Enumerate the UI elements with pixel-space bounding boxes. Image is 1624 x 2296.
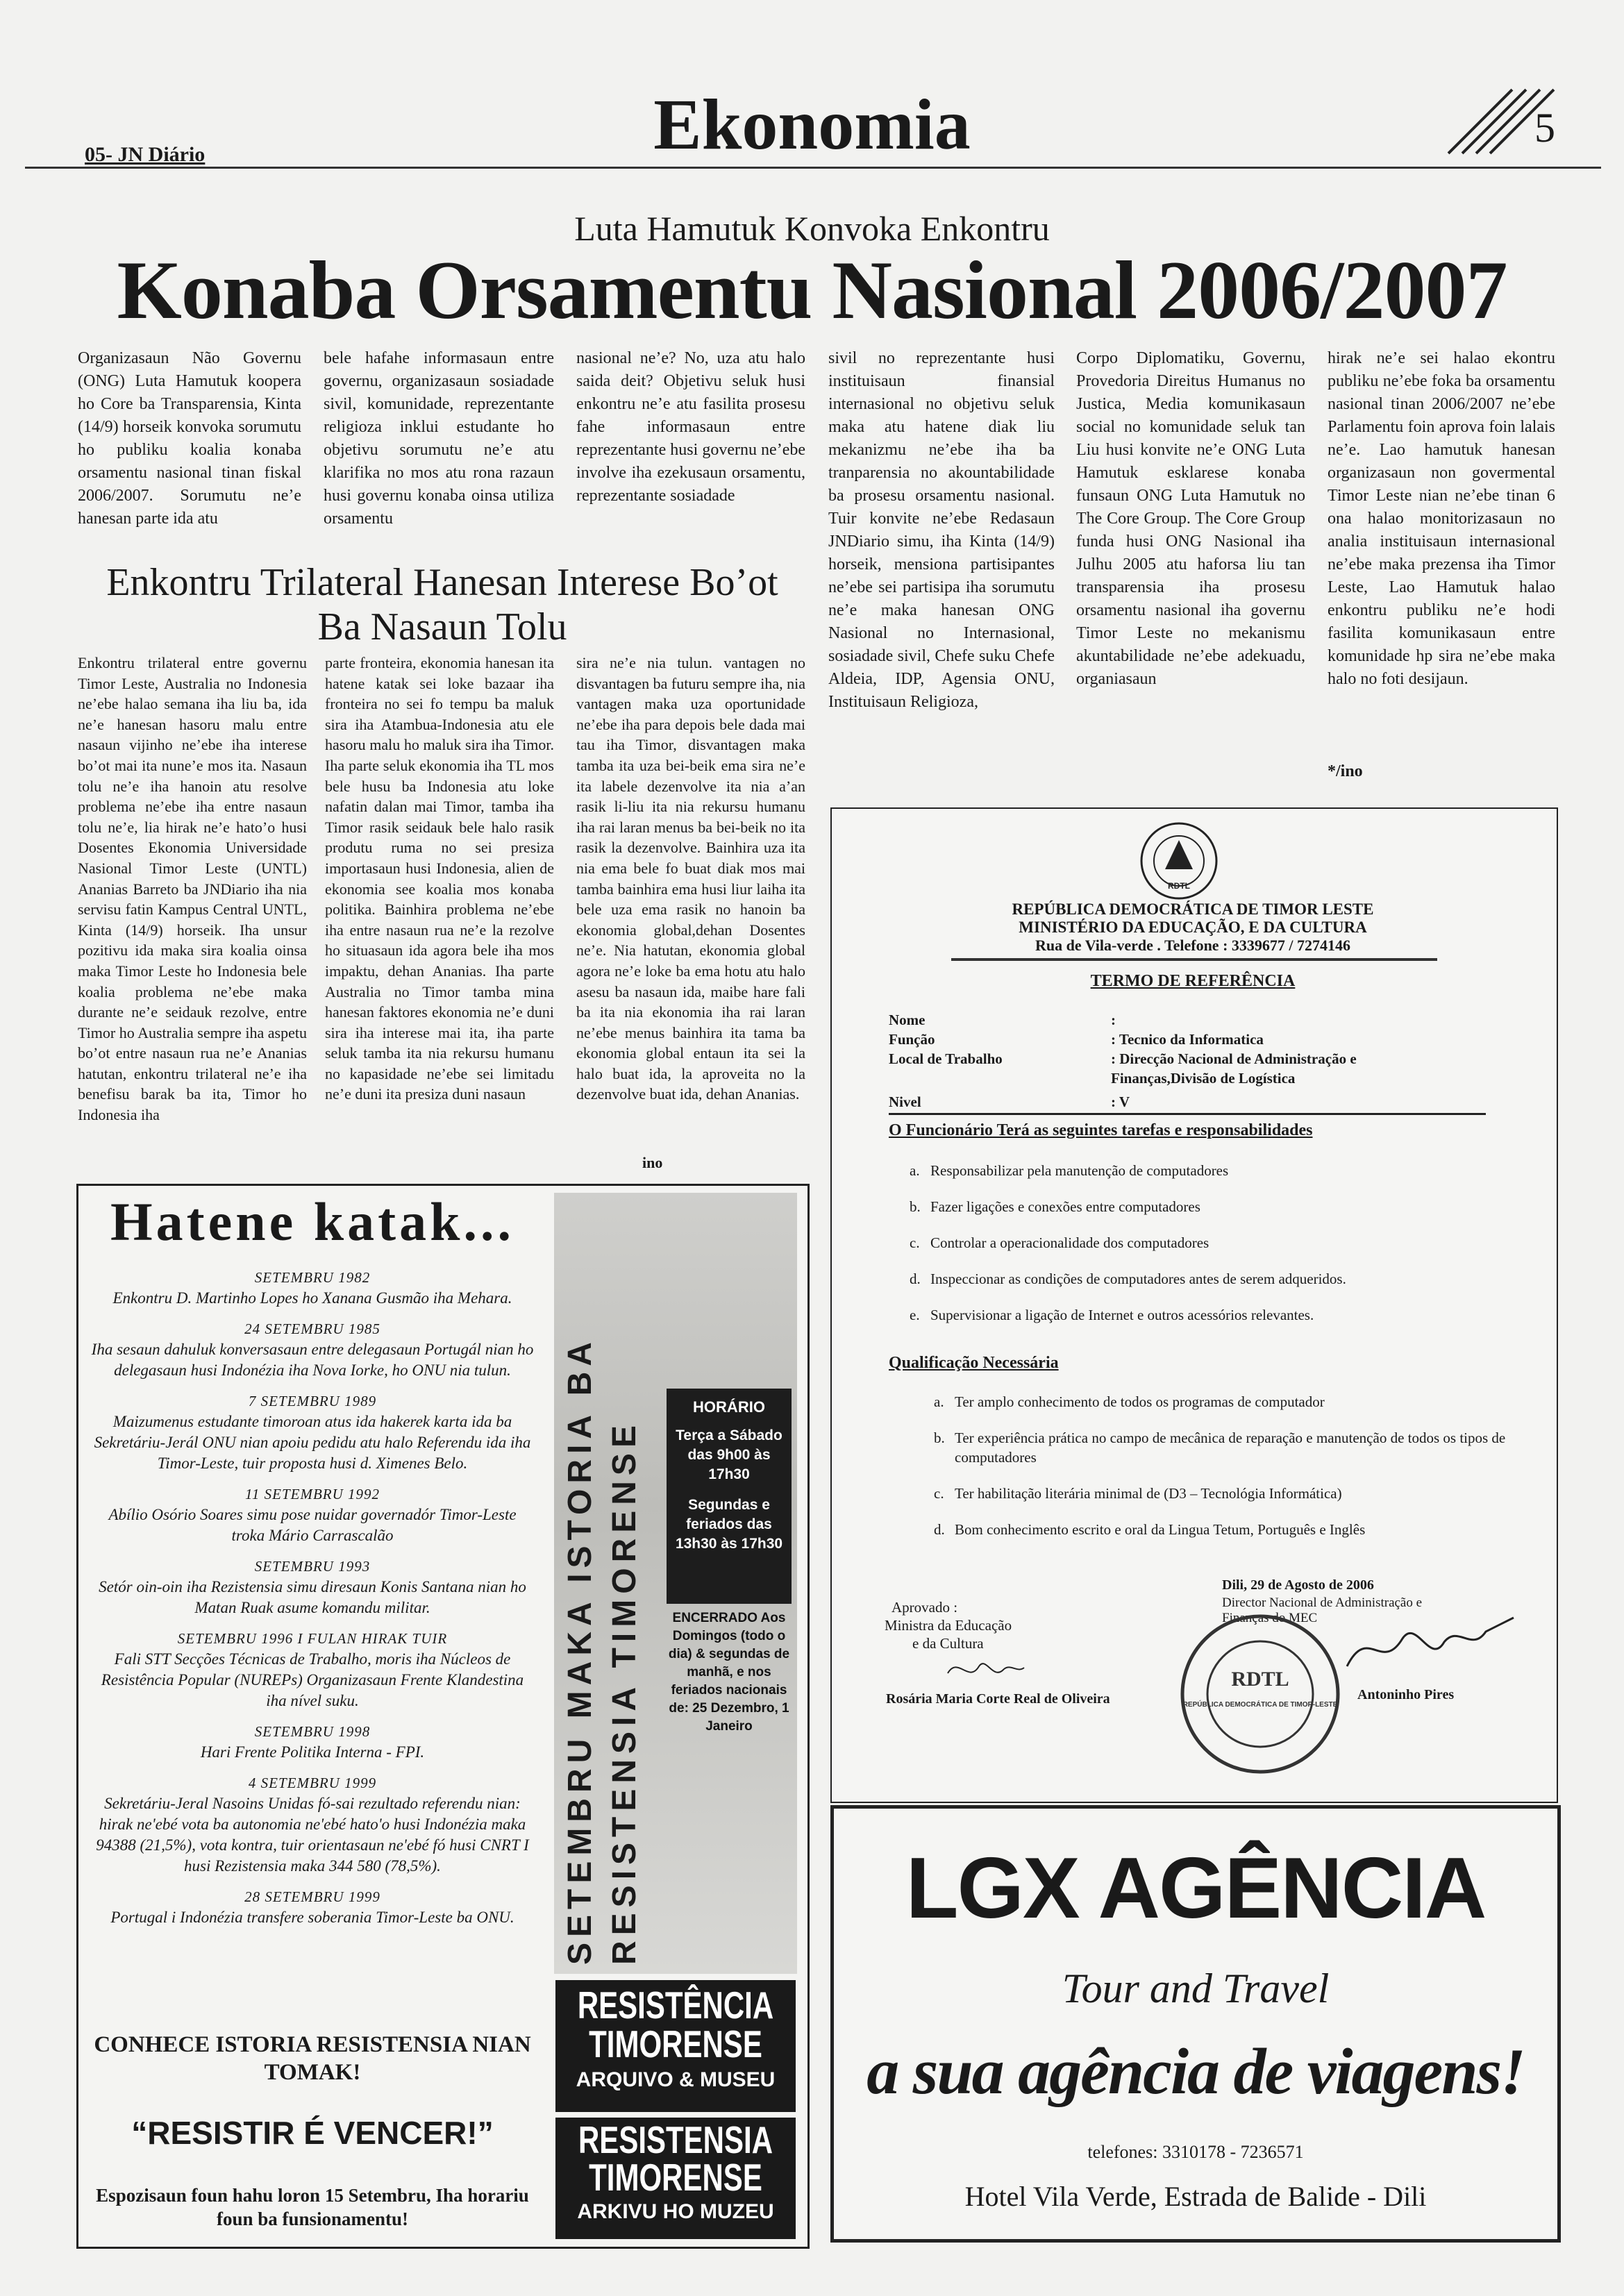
lgx-tagline-tour: Tour and Travel bbox=[1062, 1966, 1330, 2011]
qualification-item: c. Ter habilitação literária minimal de (D3 – Tecnológia Informática) bbox=[934, 1485, 1342, 1502]
article1-col2: bele hafahe informasaun entre governu, organizasaun sosiadade sivil, komunidade, reprezentante religioza inklui estudante ho objetivu sorumutu ne’e atu klarifika no mos atu rona razaun husi governu konaba oinsa utiliza orsamentu bbox=[324, 349, 554, 528]
article1-headline: Konaba Orsamentu Nasional 2006/2007 bbox=[117, 244, 1507, 336]
resistir-slogan: “RESISTIR É VENCER!” bbox=[131, 2115, 494, 2151]
document-date: Dili, 29 de Agosto de 2006 bbox=[1222, 1577, 1374, 1593]
termo-fields bbox=[889, 1010, 1486, 1115]
qualification-item: b. Ter experiência prática no campo de mecânica de reparação e manutenção de todos os tipos de computadores bbox=[934, 1430, 1506, 1466]
termo-title: TERMO DE REFERÊNCIA bbox=[1090, 972, 1296, 990]
ministry-address: Rua de Vila-verde . Telefone : 3339677 / 7274146 bbox=[1035, 937, 1351, 954]
article2-col1: Enkontru trilateral entre governu Timor Leste, Australia no Indonesia ne’ebe halao semana iha liu ba, ida ne’e hanesan hasoru malu entre nasaun vijinho ne’ebe iha interese bo’ot mai ita nune’e mos ita. Nasaun tolu ne’e iha hanoin atu resolve problema ne’ebe iha entre nasaun tolu ne’e, lia hirak ne’e hato’o husi Dosentes Ekonomia Universidade Nasional Timor Leste (UNTL) Ananias Barreto ba JNDiario iha nia servisu fatin Kampus Central UNTL, Kinta (14/9) horseik. Iha unsur pozitivu ida maka sira koalia oinsa maka Timor Leste ho Indonesia bele koalia problema ne’ebe maka durante ne’e seidauk rezolve, entre Timor ho Australia sempre iha aspetu bo’ot entre nasaun rua ne’e Ananias hatutan, enkontru trilateral ne’e iha benefisu barak ba ita, Timor ho Indonesia iha bbox=[78, 654, 307, 1124]
article1-col3: nasional ne’e? No, uza atu halo saida deit? Objetivu seluk husi enkontru ne’e atu fasilita prosesu fahe informasaun entre reprezentante husi governu ne’ebe involve iha ezekusaun orsamentu, reprezentante sosiadade bbox=[576, 349, 805, 505]
letterhead-rule bbox=[951, 958, 1437, 961]
lgx-address: Hotel Vila Verde, Estrada de Balide - Dili bbox=[964, 2181, 1427, 2212]
field-nivel: Nivel : V bbox=[889, 1092, 1486, 1115]
qualification-item: d. Bom conhecimento escrito e oral da Lingua Tetum, Português e Inglês bbox=[934, 1521, 1366, 1538]
approval-block: Aprovado : Ministra da Educação e da Cultura bbox=[885, 1599, 1012, 1652]
horario-title: HORÁRIO bbox=[693, 1398, 765, 1416]
article1-col6: hirak ne’e sei halao ekontru publiku ne’ebe foka ba orsamentu nasional tinan 2006/2007 ne’ebe Parlamentu foin aprova foin lalais ne’e. Lao hamutuk hanesan organizasaun non govermental Timor Leste nian ne’ebe tinan 6 ona halao monitorizasaun no analia instituisaun internasional ne’ebe maka prezensa iha Timor Leste, Lao Hamutuk halao enkontru publiku ne’e hodi fasilita komunikasaun entre komunidade hp sira ne’ebe maka halo no foti desijaun. bbox=[1328, 349, 1555, 688]
hatene-timeline bbox=[90, 1267, 535, 1938]
issue-label: 05- JN Diário bbox=[85, 143, 206, 166]
minister-name: Rosária Maria Corte Real de Oliveira bbox=[886, 1691, 1110, 1707]
qualification-title: Qualificação Necessária bbox=[889, 1354, 1059, 1372]
timeline-entry: SETEMBRU 1998 Hari Frente Politika Interna - FPI. bbox=[200, 1723, 425, 1761]
ministry-name: MINISTÉRIO DA EDUCAÇÃO, E DA CULTURA bbox=[1019, 919, 1367, 936]
tasks-title: O Funcionário Terá as seguintes tarefas e responsabilidades bbox=[889, 1121, 1313, 1139]
page-number: 5 bbox=[1534, 105, 1555, 151]
article1-signature: */ino bbox=[1328, 762, 1363, 780]
director-signature bbox=[1340, 1611, 1521, 1687]
timeline-entry: 4 SETEMBRU 1999 Sekretáriu-Jeral Nasoins Unidas fó-sai rezultado referendu nian: hirak ne'ebé vota ba autonomia ne'ebé hato'o husi Indonézia maka 94388 (21,5%), vota kontra, tuir orientasaun ne'ebé fó husi CNRT I husi Rezistensia maka 344 580 (78,5%). bbox=[96, 1775, 529, 1875]
timeline-entry: 28 SETEMBRU 1999 Portugal i Indonézia transfere soberania Timor-Leste ba ONU. bbox=[110, 1888, 514, 1926]
exposition-note: Espozisaun foun hahu loron 15 Setembru, Iha horariu foun ba funsionamentu! bbox=[96, 2185, 529, 2229]
svg-text:RDTL: RDTL bbox=[1168, 881, 1190, 891]
museum-logo-portuguese: RESISTÊNCIA TIMORENSE ARQUIVO & MUSEU bbox=[555, 1980, 796, 2112]
timeline-entry: SETEMBRU 1993 Setór oin-oin iha Rezistensia simu diresaun Konis Santana nian ho Matan Ruak asume komandu militar. bbox=[99, 1558, 526, 1616]
rdtl-seal-icon bbox=[1130, 819, 1228, 903]
field-nome: Nome : bbox=[889, 1012, 1116, 1028]
article1-col4: sivil no reprezentante husi instituisaun finansial internasional no objetivu seluk maka atu hatene diak liu mekanizmu ne’ebe iha ba tranparensia no akountabilidade ba prosesu orsamentu nasional. Tuir konvite ne’ebe Redasaun JNDiario simu, iha Kinta (14/9) horseik, mensiona partisipantes ne’ebe sei partisipa iha sorumutu ne’e maka hanesan ONG Nasional no Internasional, sosiadade sivil, Chefe suku Chefe Aldeia, IDP, Agensia ONU, Instituisaun Religioza, bbox=[828, 349, 1055, 711]
tasks-list bbox=[910, 1161, 1521, 1341]
article2-col2: parte fronteira, ekonomia hanesan ita hatene katak sei loke bazaar iha fronteira no sei fo tempu ba maluk sira iha Atambua-Indonesia atu ele hasoru malu ho maluk sira iha Timor. Iha parte seluk ekonomia iha TL mos bele husu ba Indonesia atu loke nafatin dalan mai Timor, tamba iha Timor rasik seidauk bele halo rasik produtu ruma no sei presiza importasaun husi Indonesia, alien de ekonomia see koalia mos konaba politika. Bainhira problema ne’ebe iha entre nasaun rua ne’e la rezolve ho situasaun ida agora bele iha mos impaktu, dehan Ananias. Iha parte Australia no Timor tamba mina hanesan faktores ekonomia ne’e duni sira iha interese mai ita, iha parte seluk tamba ita nia rekursu humanu no kapasidade ne’ebe sei limitadu ne’e duni ita presiza duni nasaun bbox=[325, 654, 554, 1103]
article1-kicker: Luta Hamutuk Konvoka Enkontru bbox=[574, 209, 1050, 248]
header-rule bbox=[25, 167, 1601, 169]
article2-col3: sira ne’e nia tulun. vantagen no disvantagen ba futuru sempre iha, nia vantagen maka uza oportunidade ne’ebe iha para depois bele dada mai tau iha Timor, disvantagen maka tamba ita uza bei-beik ema sira ne’e ita labele dezenvolve ita nia a’an rasik li-liu ita nia rekursu humanu iha rai laran menus ba bei-beik no ita rasik la dezenvolve. Bainhira uza ita nia ema bele fo buat diak mos mai tamba bainhira ema husi liur laiha ita bele uza ema rasik no hanoin ba ekonomia global,dehan Dosentes ne’e. Nia hatutan, ekonomia global agora ne’e loke ba ema hotu atu halo asesu ba nasaun ida, maibe hare fali ba ita nia ekonomia iha rai laran ne’ebe menus bainhira ita tama ba ekonomia global entaun ita sei la halo buat ida, la aproveita no la dezenvolve buat ida, dehan Ananias. bbox=[576, 654, 805, 1103]
timeline-entry: 24 SETEMBRU 1985 Iha sesaun dahuluk konversasaun entre delegasaun Portugál nian ho delegasaun husi Indonézia iha Nova Iorke, ho ONU nia tulun. bbox=[91, 1321, 534, 1379]
poster-vertical-title-1: SETEMBRU MAKA ISTORIA BA bbox=[562, 1336, 598, 1965]
article2-headline-line2: Ba Nasaun Tolu bbox=[317, 605, 567, 648]
field-funcao: Função : Tecnico da Informatica bbox=[889, 1031, 1264, 1048]
article2-headline-line1: Enkontru Trilateral Hanesan Interese Bo’ot bbox=[106, 561, 778, 604]
task-item: a. Responsabilizar pela manutenção de computadores bbox=[910, 1162, 1229, 1179]
lgx-phone: telefones: 3310178 - 7236571 bbox=[1087, 2142, 1304, 2162]
director-name: Antoninho Pires bbox=[1357, 1687, 1455, 1702]
horario-weekdays: Terça a Sábado das 9h00 às 17h30 bbox=[676, 1427, 782, 1482]
director-title: Director Nacional de Administração e Finanças do MEC bbox=[1222, 1595, 1423, 1625]
horario-mondays: Segundas e feriados das 13h30 às 17h30 bbox=[675, 1497, 783, 1552]
poster-vertical-title-2: RESISTENSIA TIMORENSE bbox=[606, 1420, 643, 1965]
section-title: Ekonomia bbox=[653, 85, 971, 165]
timeline-entry: 11 SETEMBRU 1992 Abílio Osório Soares simu pose nuidar governadór Timor-Leste troka Mário Carrascalão bbox=[108, 1486, 517, 1544]
field-local: Local de Trabalho : Direcção Nacional de Administração e Finanças,Divisão de Logística bbox=[889, 1050, 1357, 1087]
timeline-entry: SETEMBRU 1996 I FULAN HIRAK TUIR Fali STT Secções Técnicas de Trabalho, moris iha Núcleos de Resistência Popular (NUREPs) Organizasaun Frente Klandestina iha nível suku. bbox=[101, 1630, 524, 1709]
official-stamp bbox=[1177, 1611, 1343, 1777]
task-item: e. Supervisionar a ligação de Internet e outros acessórios relevantes. bbox=[910, 1307, 1314, 1323]
timeline-entry: SETEMBRU 1982 Enkontru D. Martinho Lopes ho Xanana Gusmão iha Mehara. bbox=[112, 1269, 512, 1307]
svg-text:RDTL: RDTL bbox=[1231, 1668, 1289, 1691]
qualification-item: a. Ter amplo conhecimento de todos os programas de computador bbox=[934, 1393, 1325, 1410]
task-item: b. Fazer ligações e conexões entre computadores bbox=[910, 1198, 1200, 1215]
task-item: c. Controlar a operacionalidade dos computadores bbox=[910, 1234, 1209, 1251]
republic-name: REPÚBLICA DEMOCRÁTICA DE TIMOR LESTE bbox=[1012, 900, 1374, 918]
lgx-tagline-agency: a sua agência de viagens! bbox=[867, 2036, 1525, 2108]
museum-logo-tetum: RESISTENSIA TIMORENSE ARKIVU HO MUZEU bbox=[555, 2118, 796, 2239]
article1-col1: Organizasaun Não Governu (ONG) Luta Hamutuk koopera ho Core ba Transparensia, Kinta (14/9) horseik konvoka sorumutu ho publiku koalia konaba orsamentu nasional tinan fiskal 2006/2007. Sorumutu ne’e hanesan parte ida atu bbox=[78, 349, 301, 528]
qualification-list bbox=[934, 1392, 1510, 1556]
timeline-entry: 7 SETEMBRU 1989 Maizumenus estudante timoroan atus ida hakerek karta ida ba Sekretáriu-Jerál ONU nian apoiu pedidu atu halo Referendu ida iha Timor-Leste, tuir proposta husi d. Ximenes Belo. bbox=[94, 1393, 531, 1472]
conhece-istoria: CONHECE ISTORIA RESISTENSIA NIAN TOMAK! bbox=[94, 2032, 531, 2085]
minister-signature bbox=[944, 1652, 1028, 1687]
lgx-agency-name: LGX AGÊNCIA bbox=[905, 1841, 1486, 1936]
encerrado-note: ENCERRADO Aos Domingos (todo o dia) & segundas de manhã, e nos feriados nacionais de: 25 Dezembro, 1 Janeiro bbox=[668, 1611, 790, 1734]
article2-signature: ino bbox=[642, 1154, 663, 1171]
task-item: d. Inspeccionar as condições de computadores antes de serem adqueridos. bbox=[910, 1271, 1346, 1287]
hatene-title: Hatene katak... bbox=[110, 1191, 514, 1252]
horario-panel bbox=[667, 1389, 792, 1604]
article1-col5: Corpo Diplomatiku, Governu, Provedoria Direitus Humanus no Justica, Media komunikasaun social no komunidade seluk tan Liu husi konvite ne’e ONG Luta Hamutuk esklarese konaba funsaun ONG Luta Hamutuk no The Core Group. The Core Group funda husi ONG Nasional iha Julhu 2005 atu haforsa liu tan transparensia iha prosesu orsamentu nasional iha governu Timor Leste no mekanismu akuntabilidade ne’ebe adekuadu, organiasaun bbox=[1076, 349, 1305, 688]
svg-text:REPÚBLICA DEMOCRÁTICA DE TIMOR: REPÚBLICA DEMOCRÁTICA DE TIMOR-LESTE bbox=[1182, 1701, 1338, 1709]
